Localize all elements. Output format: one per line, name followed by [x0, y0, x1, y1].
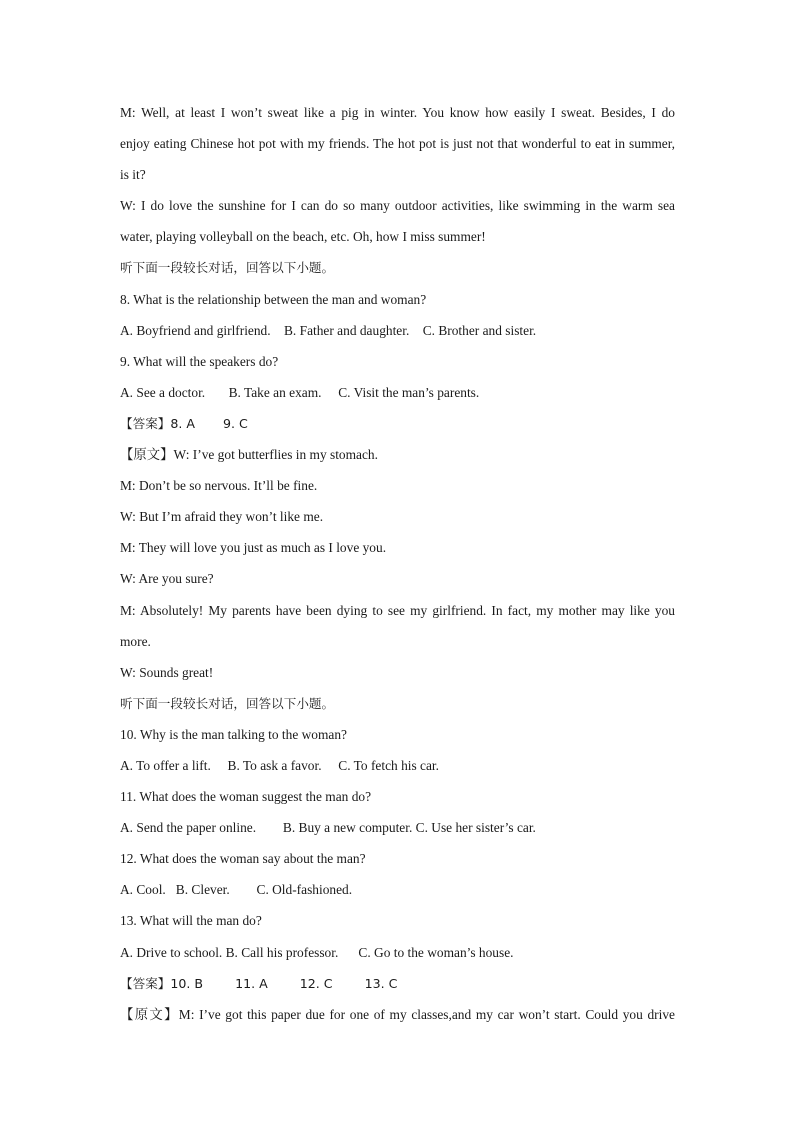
- question: 12. What does the woman say about the man?: [120, 851, 366, 867]
- text-line: is it?: [120, 167, 146, 183]
- transcript-line: M: They will love you just as much as I love you.: [120, 540, 387, 556]
- answer-options: A. Boyfriend and girlfriend. B. Father and daughter. C. Brother and sister.: [120, 322, 537, 338]
- document-page: [120, 97, 675, 1030]
- text-line: M: Well, at least I won’t sweat like a pig in winter. You know how easily I sweat. Besides, I do: [120, 105, 675, 120]
- transcript-line: W: Sounds great!: [120, 664, 214, 680]
- section-instruction: 听下面一段较长对话，回答以下小题。: [120, 695, 335, 711]
- answer-key: 【答案】10. B 11. A 12. C 13. C: [120, 975, 398, 991]
- answer-options: A. To offer a lift. B. To ask a favor. C. To fetch his car.: [120, 757, 439, 773]
- transcript-line: W: But I’m afraid they won’t like me.: [120, 509, 324, 525]
- answer-options: A. Cool. B. Clever. C. Old-fashioned.: [120, 882, 353, 898]
- transcript-line: 【原文】W: I’ve got butterflies in my stomach.: [120, 447, 378, 463]
- question: 11. What does the woman suggest the man do?: [120, 789, 372, 805]
- transcript-line: W: Are you sure?: [120, 571, 214, 587]
- question: 10. Why is the man talking to the woman?: [120, 726, 347, 742]
- answer-key: 【答案】8. A 9. C: [120, 415, 248, 431]
- text-line: water, playing volleyball on the beach, etc. Oh, how I miss summer!: [120, 229, 486, 245]
- text-line: enjoy eating Chinese hot pot with my friends. The hot pot is just not that wonderful to eat in summer,: [120, 136, 675, 152]
- answer-options: A. Drive to school. B. Call his professor. C. Go to the woman’s house.: [120, 944, 514, 960]
- transcript-line: more.: [120, 633, 151, 649]
- answer-options: A. Send the paper online. B. Buy a new computer. C. Use her sister’s car.: [120, 820, 536, 836]
- answer-options: A. See a doctor. B. Take an exam. C. Visit the man’s parents.: [120, 384, 480, 400]
- question: 13. What will the man do?: [120, 913, 262, 929]
- question: 9. What will the speakers do?: [120, 353, 279, 369]
- question: 8. What is the relationship between the man and woman?: [120, 291, 427, 307]
- section-instruction: 听下面一段较长对话，回答以下小题。: [120, 260, 335, 276]
- text-line: W: I do love the sunshine for I can do so many outdoor activities, like swimming in the warm sea: [120, 198, 675, 214]
- transcript-line: M: Don’t be so nervous. It’ll be fine.: [120, 478, 318, 494]
- transcript-line: M: Absolutely! My parents have been dying to see my girlfriend. In fact, my mother may like you: [120, 602, 675, 618]
- transcript-line: 【原文】M: I’ve got this paper due for one of my classes,and my car won’t start. Could you drive: [120, 1006, 675, 1022]
